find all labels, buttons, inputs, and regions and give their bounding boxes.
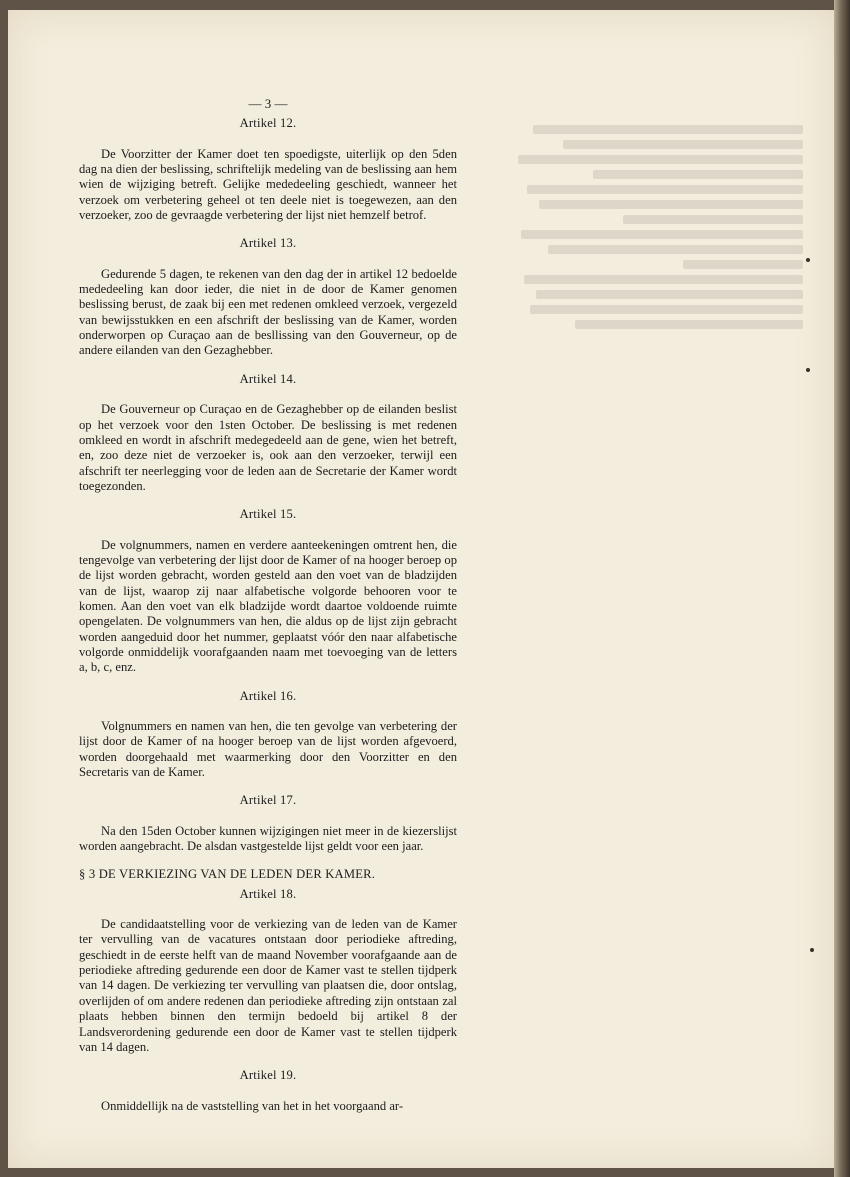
article-heading: Artikel 18. bbox=[239, 886, 297, 901]
speck bbox=[810, 948, 814, 952]
article-heading: Artikel 12. bbox=[239, 116, 297, 131]
article-paragraph: De candidaatstelling voor de verkiezing van de leden van de Kamer ter vervulling van de vacatures ontstaan door periodieke aftreding, geschiedt in de eerste helft van de maand November voorafgaande aan de periodieke aftreding gedurende een door de Kamer vast te stellen tijdperk van 14 dagen. De verkiezing ter vervulling van plaatsen die, door ontslag, overlijden of om andere redenen dan periodieke aftreding zijn ontstaan zal plaats hebben binnen den termijn bedoeld bij artikel 8 der Landsverordening gedurende een door de Kamer vast te stellen tijdperk van 14 dagen. bbox=[79, 917, 457, 1054]
section-heading: § 3 DE VERKIEZING VAN DE LEDEN DER KAMER. bbox=[79, 867, 376, 882]
article-paragraph: Volgnummers en namen van hen, die ten gevolge van verbetering der lijst door de Kamer of na hooger beroep van de lijst worden afgevoerd, worden doorgehaald met waarmerking door den Voorzitter en den Secretaris van de Kamer. bbox=[79, 719, 457, 780]
article-paragraph: De volgnummers, namen en verdere aanteekeningen omtrent hen, die tengevolge van verbetering der lijst door de Kamer of na hooger beroep op de lijst worden gebracht, worden gesteld aan den voet van de bladzijden van de lijst, waarop zij naar alfabetische volgorde behooren voor te komen. Aan den voet van elk bladzijde wordt daartoe voldoende ruimte opengelaten. De volgnummers van hen, die aldus op de lijst zijn gebracht worden aangeduid door het nummer, geplaatst vóór den naar alfabetische volgorde onmiddelijk voorafgaanden naam met toevoeging van de letters a, b, c, enz. bbox=[79, 537, 457, 675]
bleed-through-text bbox=[503, 98, 803, 858]
article-paragraph: Na den 15den October kunnen wijzigingen niet meer in de kiezerslijst worden aangebracht. De alsdan vastgestelde lijst geldt voor een jaar. bbox=[79, 823, 457, 854]
speck bbox=[806, 368, 810, 372]
scanner-edge bbox=[834, 0, 850, 1177]
article-heading: Artikel 19. bbox=[239, 1068, 297, 1083]
article-heading: Artikel 14. bbox=[239, 371, 297, 386]
article-paragraph: De Voorzitter der Kamer doet ten spoedigste, uiterlijk op den 5den dag na dien der beslissing, schriftelijk medeling van de beslissing aan hem wien de wijziging betreft. Gelijke mededeeling geschiedt, wanneer het verzoek om verbetering geheel ot ten deele niet is toegewezen, aan den verzoeker, zoo de gevraagde verbetering der lijst niet hemzelf betrof. bbox=[79, 146, 457, 223]
article-heading: Artikel 13. bbox=[239, 236, 297, 251]
article-paragraph: Gedurende 5 dagen, te rekenen van den dag der in artikel 12 bedoelde mededeeling kan door ieder, die niet in de door de Kamer genomen beslissing berust, de zaak bij een met redenen omkleed verzoek, vergezeld van bewijsstukken en een afschrift der beslissing van de Kamer, worden onderworpen op Curaçao aan de besllissing van den Gouverneur, op de andere eilanden van den Gezaghebber. bbox=[79, 266, 457, 358]
article-paragraph: Onmiddellijk na de vaststelling van het in het voorgaand ar- bbox=[101, 1098, 404, 1113]
document-body bbox=[79, 96, 457, 1127]
page-number: — 3 — bbox=[248, 96, 288, 111]
article-heading: Artikel 17. bbox=[239, 793, 297, 808]
speck bbox=[806, 258, 810, 262]
article-heading: Artikel 16. bbox=[239, 688, 297, 703]
article-list bbox=[79, 116, 457, 1114]
article-paragraph: De Gouverneur op Curaçao en de Gezaghebber op de eilanden beslist op het verzoek voor den 1sten October. De beslissing is met redenen omkleed en wordt in afschrift medegedeeld aan de gene, wien het betreft, en, zoo deze niet de verzoeker is, ook aan den verzoeker, terwijl een afschrift ter neerlegging voor de leden aan de Secretarie der Kamer wordt toegezonden. bbox=[79, 402, 457, 493]
article-heading: Artikel 15. bbox=[239, 507, 297, 522]
